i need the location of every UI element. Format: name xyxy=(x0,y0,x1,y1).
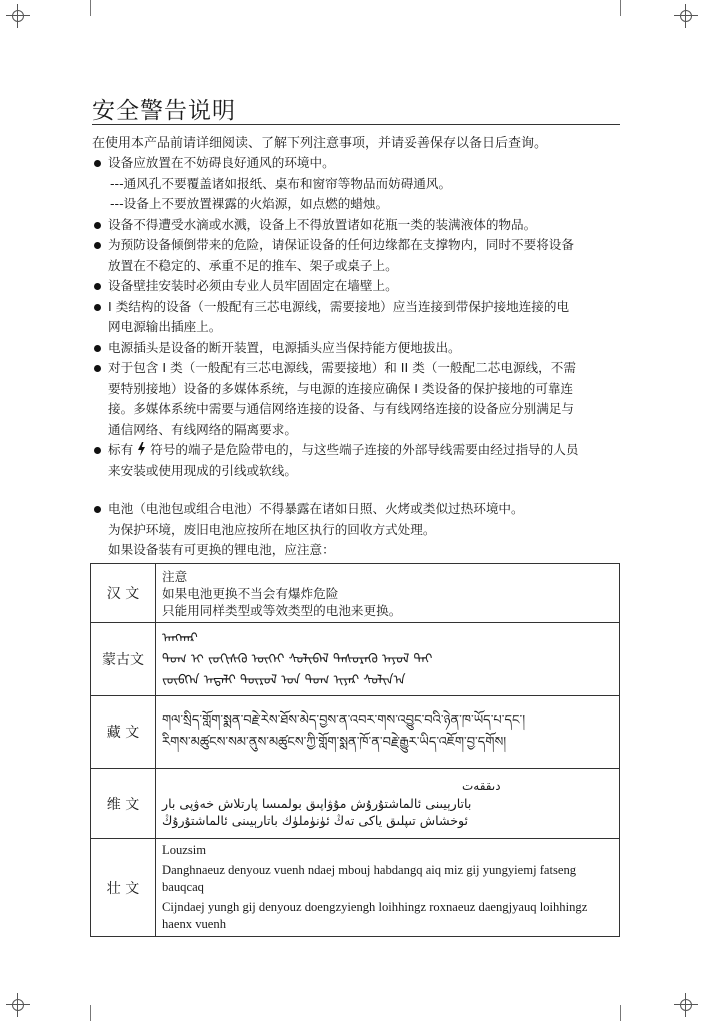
list-subitem: ---设备上不要放置裸露的火焰源，如点燃的蜡烛。 xyxy=(110,196,389,211)
list-item: I 类结构的设备（一般配有三芯电源线，需要接地）应当连接到带保护接地连接的电 xyxy=(90,297,630,318)
list-item-text: 符号的端子是危险带电的，与这些端子连接的外部导线需要由经过指导的人员 xyxy=(150,442,579,457)
table-row xyxy=(91,839,620,937)
battery-note: 如果设备装有可更换的锂电池，应注意： xyxy=(108,542,335,557)
warning-line: Cijndaej yungh gij denyouz doengzyiengh loihhingz roxnaeuz daengjyauq loihhingz xyxy=(162,900,588,914)
list-item-continuation: 网电源输出插座上。 xyxy=(108,319,222,334)
list-item xyxy=(90,440,630,461)
warning-text-uyghur xyxy=(156,769,620,839)
list-item: 设备不得遭受水滴或水溅，设备上不得放置诸如花瓶一类的装满液体的物品。 xyxy=(90,215,630,236)
warning-text-mongolian xyxy=(156,623,620,696)
crop-tick xyxy=(620,1005,621,1021)
warning-line: باتارېيىنى ئالماشتۇرۇش مۇۋاپىق بولمىسا پارتلاش خەۋپى بار xyxy=(162,796,472,811)
list-subitem: ---通风孔不要覆盖诸如报纸、桌布和窗帘等物品而妨碍通风。 xyxy=(110,175,452,191)
intro-text: 在使用本产品前请详细阅读、了解下列注意事项，并请妥善保存以备日后查询。 xyxy=(92,136,548,151)
list-item-continuation: 来安装或使用现成的引线或软线。 xyxy=(108,462,297,478)
list-item-continuation: 通信网络、有线网络的隔离要求。 xyxy=(108,421,297,437)
battery-section xyxy=(90,499,630,561)
list-item: 为预防设备倾倒带来的危险，请保证设备的任何边缘都在支撑物内，同时不要将设备 xyxy=(90,235,630,256)
language-label: 壮 文 xyxy=(91,839,156,937)
language-label: 维 文 xyxy=(91,769,156,839)
warning-line: 如果电池更换不当会有爆炸危险 xyxy=(162,585,339,601)
language-label: 汉 文 xyxy=(91,564,156,623)
list-item-text: 标有 xyxy=(108,442,134,457)
language-label: 蒙古文 xyxy=(91,623,156,696)
list-item-continuation: 放置在不稳定的、承重不足的推车、架子或桌子上。 xyxy=(108,257,398,273)
battery-warning-table xyxy=(90,563,620,937)
battery-warning: 电池（电池包或组合电池）不得暴露在诸如日照、火烤或类似过热环境中。 xyxy=(90,499,630,520)
warning-text-zhuang xyxy=(156,839,620,937)
warning-text-chinese xyxy=(156,564,620,623)
registration-mark-top-right xyxy=(674,4,698,28)
table-row xyxy=(91,623,620,696)
warning-line: 只能用同样类型或等效类型的电池来更换。 xyxy=(162,602,402,618)
warning-line: ئوخشاش تىپلىق ياكى تەڭ ئۈنۈملۈك باتارېيىنى ئالماشتۇرۇڭ xyxy=(162,813,469,828)
list-item: 对于包含 I 类（一般配有三芯电源线，需要接地）和 II 类（一般配二芯电源线，不需 xyxy=(90,358,630,379)
warning-line: ᠠᠨᠭᠬᠠᠷ xyxy=(162,630,198,646)
list-item-continuation: 接。多媒体系统中需要与通信网络连接的设备、与有线网络连接的设备应分别满足与 xyxy=(108,401,574,416)
registration-mark-bottom-right xyxy=(674,993,698,1017)
list-item: 电源插头是设备的断开装置，电源插头应当保持能方便地拔出。 xyxy=(90,338,630,359)
warning-line: རིགས་མཚུངས་སམ་ནུས་མཚུངས་ཀྱི་གློག་སྨན་ཁོ་ན་བརྗེ་རྒྱུར་ཡིད་འཇོག་བྱ་དགོས། xyxy=(162,735,507,750)
table-row xyxy=(91,696,620,769)
table-row xyxy=(91,564,620,623)
warning-line: Danghnaeuz denyouz vuenh ndaej mbouj habdangq aiq miz gij yungyiemj fatseng xyxy=(162,863,577,877)
title-rule xyxy=(92,124,620,125)
battery-note: 为保护环境，废旧电池应按所在地区执行的回收方式处理。 xyxy=(108,521,436,537)
table-row xyxy=(91,769,620,839)
list-item-continuation: 要特别接地）设备的多媒体系统，与电源的连接应确保 I 类设备的保护接地的可靠连 xyxy=(108,380,574,396)
list-item: 设备应放置在不妨碍良好通风的环境中。 xyxy=(90,153,630,174)
warning-line: ᠲᠤᠭ ᠢ ᠵᠣᠬᠢᠰᠬᠦ ᠦᠭᠡᠢ ᠰᠣᠯᠢᠪᠠᠯ ᠲᠡᠰᠦᠷᠡᠬᠦ ᠠᠶᠤᠯ ᠲᠠᠢ xyxy=(162,651,433,667)
page-title: 安全警告说明 xyxy=(92,98,236,124)
safety-list xyxy=(90,153,630,481)
crop-tick xyxy=(90,1005,91,1021)
warning-line: གལ་སྲིད་གློག་སྨན་བརྗེ་རེས་ཐོས་མེད་བྱས་ན་འབར་གས་འབྱུང་བའི་ཉེན་ཁ་ཡོད་པ་དང་། xyxy=(162,713,526,728)
registration-mark-bottom-left xyxy=(6,993,30,1017)
hazard-bolt-icon xyxy=(137,442,146,456)
crop-tick xyxy=(620,0,621,16)
warning-text-tibetan xyxy=(156,696,620,769)
registration-mark-top-left xyxy=(6,4,30,28)
warning-line: Louzsim xyxy=(162,843,207,857)
crop-tick xyxy=(90,0,91,16)
list-item: 设备壁挂安装时必须由专业人员牢固固定在墙壁上。 xyxy=(90,276,630,297)
warning-line: دىققەت xyxy=(462,779,501,793)
warning-line: ᠵᠥᠪᠬᠡᠨ ᠠᠳᠠᠯᠢ ᠲᠥᠷᠦᠯ ᠤᠨ ᠲᠤᠭ ᠢᠶᠠᠷ ᠰᠣᠯᠢᠨ᠎ᠠ xyxy=(162,672,406,688)
warning-line: bauqcaq xyxy=(162,880,204,894)
language-label: 藏 文 xyxy=(91,696,156,769)
warning-line: haenx vuenh xyxy=(162,917,226,931)
warning-line: 注意 xyxy=(162,568,188,584)
